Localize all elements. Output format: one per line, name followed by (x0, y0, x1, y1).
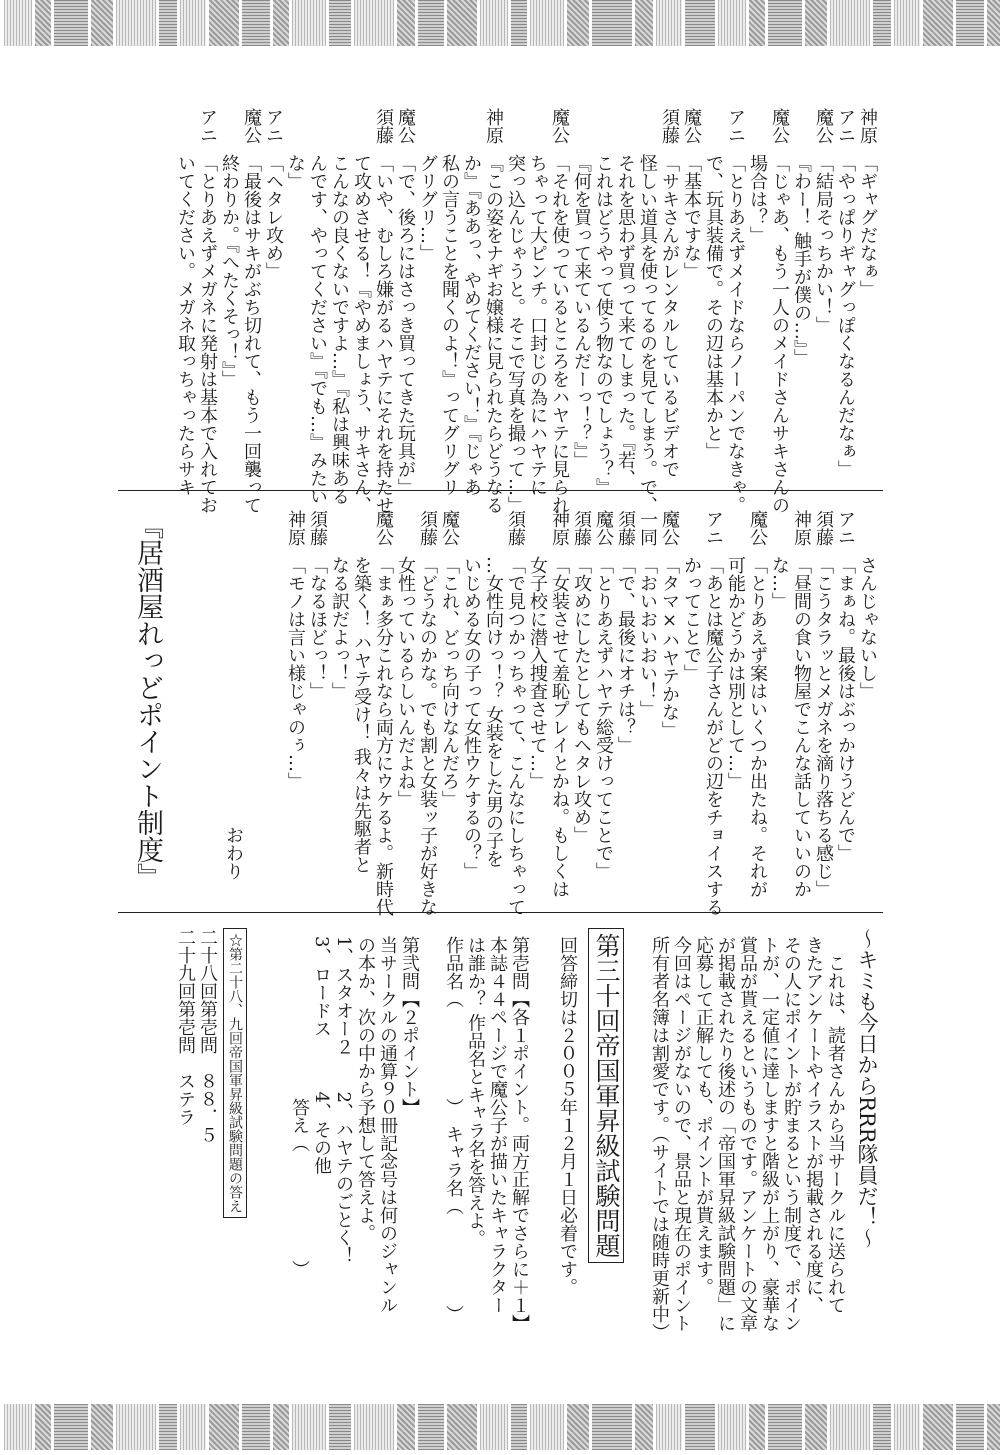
band-tile (447, 1404, 477, 1450)
band-tile (54, 1404, 88, 1450)
band-tile (656, 1404, 682, 1450)
dialogue-line: で、玩具装備で。その辺は基本かと」 (703, 154, 724, 460)
dialogue-line: 「おいおいおい！」 (637, 556, 658, 718)
dialogue-line: 「攻めにしたとしてもヘタレ攻め」 (571, 556, 592, 844)
dialogue-line: 「モノは言い様じゃのぅ…」 (285, 556, 306, 790)
speaker-name: アニ (725, 108, 746, 144)
band-tile (805, 0, 827, 46)
speaker-name: 魔公 (439, 510, 460, 546)
band-tile (4, 0, 32, 46)
speaker-name: 須藤 (373, 108, 394, 144)
speaker-name: 魔公 (549, 108, 570, 144)
band-tile (91, 1404, 113, 1450)
question-1-line: 第壱問【各１ポイント。両方正解でさらに＋１】 (509, 936, 530, 1332)
band-tile (530, 0, 564, 46)
band-tile (329, 1404, 351, 1450)
speaker-name: 神原 (857, 108, 878, 144)
band-tile (480, 0, 508, 46)
previous-answers-title: ☆第二十八、九回帝国軍昇級試験問題の答え (223, 928, 247, 1218)
intro-line: これは、読者さんから当サークルに送られて (825, 936, 846, 1314)
question-2-line: 3、ロードス 4、その他 (311, 936, 332, 1175)
dialogue-line: な…」 (769, 556, 790, 610)
question-2-line: の本か、次の中から予想して答えよ。 (355, 936, 376, 1242)
band-tile (592, 0, 632, 46)
band-tile (873, 1404, 891, 1450)
speaker-name: 神原 (483, 108, 504, 144)
speaker-name: 須藤 (813, 510, 834, 546)
intro-line: 応募して正解しても、ポイントが貰えます。 (693, 936, 714, 1296)
dialogue-line: 『この姿をナギお嬢様に見られたらどうなる (483, 154, 504, 514)
band-tile (354, 1404, 394, 1450)
band-tile (830, 0, 870, 46)
dialogue-line: 「昼間の食い物屋でこんな話していいのか (791, 556, 812, 898)
band-tile (35, 1404, 51, 1450)
speaker-name: 魔公 (593, 510, 614, 546)
speaker-name: 魔公 (241, 108, 262, 144)
intro-line: トが、一定値に達しますと階級が上がり、豪華な (759, 936, 780, 1332)
band-tile (209, 1404, 239, 1450)
dialogue-line: 「いや、むしろ嫌がるハヤテにそれを持たせ (373, 154, 394, 514)
band-tile (397, 0, 415, 46)
band-tile (987, 0, 1000, 46)
article-title: 『居酒屋れっどポイント制度』 (132, 512, 163, 890)
band-tile (805, 1404, 827, 1450)
dialogue-line: 「まぁね。最後はぶっかけうどんで」 (835, 556, 856, 862)
band-tile (923, 1404, 953, 1450)
band-tile (749, 1404, 765, 1450)
speaker-name: アニ (703, 510, 724, 546)
band-tile (209, 0, 239, 46)
band-tile (242, 1404, 270, 1450)
question-2-line: 1、スタオー２ 2、ハヤテのごとく！ (333, 936, 354, 1265)
question-2-line: 当サークルの通算９０冊記念号は何のジャンル (377, 936, 398, 1314)
dialogue-line: 終わりか。『へたくそっ！』」 (219, 154, 240, 388)
dialogue-line: 「とりあえずハヤテ総受けってことで」 (593, 556, 614, 880)
band-tile (242, 0, 270, 46)
exam-title: 第三十回帝国軍昇級試験問題 (588, 928, 624, 1263)
previous-answer-line: 二十九回第壱問 ステラ (175, 928, 196, 1126)
band-tile (4, 1404, 32, 1450)
speaker-name: 魔公 (769, 108, 790, 144)
speaker-name: アニ (835, 108, 856, 144)
dialogue-line: 「ヘタレ攻め」 (263, 154, 284, 280)
dialogue-line: 「それを使っているところをハヤテに見られ (549, 154, 570, 514)
dialogue-line: 「で、最後にオチは？」 (615, 556, 636, 754)
decorative-bottom-band (0, 1404, 1000, 1450)
band-tile (685, 0, 715, 46)
band-tile (397, 1404, 415, 1450)
band-tile (567, 1404, 589, 1450)
band-tile (35, 0, 51, 46)
question-2-line: 答え（ ） (289, 936, 310, 1278)
band-tile (956, 1404, 984, 1450)
speaker-name: 須藤 (571, 510, 592, 546)
dialogue-line: かってことで」 (681, 556, 702, 682)
dialogue-line: 「なるほどっ！」 (307, 556, 328, 700)
speaker-name: 神原 (285, 510, 306, 546)
speaker-name: 須藤 (659, 108, 680, 144)
dialogue-line: ちゃって大ピンチ。口封じの為にハヤテに (527, 154, 548, 496)
dialogue-line: さんじゃないし」 (857, 556, 878, 700)
section-divider-2 (118, 912, 883, 913)
intro-line: その人にポイントが貯まるという制度で、ポイン (781, 936, 802, 1332)
dialogue-line: 「女装させて羞恥プレイとかね。もしくは (549, 556, 570, 898)
band-tile (447, 0, 477, 46)
dialogue-line: いじめる女の子って女性ウケするの？」 (461, 556, 482, 880)
dialogue-line: 「やっぱりギャグっぽくなるんだなぁ」 (835, 154, 856, 478)
band-tile (273, 0, 289, 46)
dialogue-line: それを思わず買って来てしまった。『若、 (615, 154, 636, 487)
band-tile (873, 0, 891, 46)
band-tile (480, 1404, 508, 1450)
band-tile (329, 0, 351, 46)
speaker-name: 須藤 (307, 510, 328, 546)
band-tile (418, 1404, 444, 1450)
band-tile (749, 0, 765, 46)
question-1-line: 本誌４４ページで魔公子が描いたキャラクター (487, 936, 508, 1314)
speaker-name: アニ (263, 108, 284, 144)
dialogue-line: 「どうなのかな。でも割と女装ッ子が好きな (417, 556, 438, 916)
band-tile (768, 1404, 802, 1450)
speaker-name: 須藤 (417, 510, 438, 546)
dialogue-line: な」 (285, 154, 306, 190)
dialogue-line: 「で、後ろにはさっき買ってきた玩具が」 (395, 154, 416, 496)
band-tile (830, 1404, 870, 1450)
dialogue-line: なる訳だよっ！」 (329, 556, 350, 700)
speaker-name: 須藤 (505, 510, 526, 546)
band-tile (511, 0, 527, 46)
band-tile (530, 1404, 564, 1450)
band-tile (54, 0, 88, 46)
dialogue-line: んです、やってください』『でも…』みたい (307, 154, 328, 505)
dialogue-line: 「とりあえずメガネに発射は基本で入れてお (197, 154, 218, 514)
dialogue-line: 「とりあえず案はいくつか出たね。それが (747, 556, 768, 898)
dialogue-line: 可能かどうかは別として…」 (725, 556, 746, 790)
band-tile (656, 0, 682, 46)
band-tile (292, 1404, 326, 1450)
dialogue-line: 「とりあえずメイドならノーパンでなきゃ。 (725, 154, 746, 514)
dialogue-line: 私の言うことを聞くのよ！』ってグリグリ (439, 154, 460, 496)
speaker-name: 魔公 (813, 108, 834, 144)
dialogue-line: こんなの良くないですよ…』『私は興味ある (329, 154, 350, 505)
band-tile (180, 1404, 206, 1450)
intro-line: 今回はページがないので、景品と現在のポイント (671, 936, 692, 1332)
dialogue-line: 『わー！ 触手が僕の…』」 (791, 154, 812, 367)
band-tile (511, 1404, 527, 1450)
band-tile (956, 0, 984, 46)
band-tile (718, 1404, 746, 1450)
dialogue-line: 女性っているらしいんだよね」 (395, 556, 416, 808)
band-tile (987, 1404, 1000, 1450)
dialogue-line: 「最後はサキがぶち切れて、もう一回襲って (241, 154, 262, 514)
intro-line: が掲載されたり後述の「帝国軍昇級試験問題」に (715, 936, 736, 1332)
dialogue-line: 「こうタラッとメガネを滴り落ちる感じ」 (813, 556, 834, 898)
dialogue-line: 「じゃあ、もう一人のメイドさんサキさんの (769, 154, 790, 514)
dialogue-line: 「タマ×ハヤテかな」 (659, 556, 680, 739)
rrr-heading: 〜キミも今日からRRR隊員だ！〜 (855, 928, 879, 1249)
band-tile (894, 0, 920, 46)
speaker-name: 須藤 (615, 510, 636, 546)
dialogue-line: これはどうやって使う物なのでしょう？』 (593, 154, 614, 496)
speaker-name: 神原 (549, 510, 570, 546)
speaker-name: 魔公 (373, 510, 394, 546)
band-tile (159, 1404, 177, 1450)
band-tile (923, 0, 953, 46)
dialogue-line: 突っ込んじゃうと。そこで写真を撮って…」 (505, 154, 526, 514)
question-2-line: 第弐問【２ポイント】 (399, 936, 420, 1116)
band-tile (91, 0, 113, 46)
band-tile (567, 0, 589, 46)
speaker-name: 魔公 (659, 510, 680, 546)
band-tile (292, 0, 326, 46)
band-tile (894, 1404, 920, 1450)
speaker-name: 神原 (791, 510, 812, 546)
band-tile (592, 1404, 632, 1450)
dialogue-line: て攻めさせる！『やめましょう、サキさん、 (351, 154, 372, 514)
band-tile (718, 0, 746, 46)
dialogue-line: を築く！ ハヤテ受け！ 我々は先駆者と (351, 556, 372, 874)
dialogue-line: 「結局そっちかい！」 (813, 154, 834, 334)
speaker-name: 一同 (637, 510, 658, 546)
band-tile (180, 0, 206, 46)
dialogue-line: グリグリ…」 (417, 154, 438, 262)
speaker-name: アニ (197, 108, 218, 144)
band-tile (273, 1404, 289, 1450)
band-tile (635, 0, 653, 46)
band-tile (159, 0, 177, 46)
deadline-text: 回答締切は２００５年１２月１日必着です。 (557, 936, 578, 1296)
decorative-top-band (0, 0, 1000, 46)
band-tile (116, 0, 156, 46)
dialogue-line: か』『ああっ、やめてください！』『じゃあ (461, 154, 482, 496)
band-tile (685, 1404, 715, 1450)
band-tile (768, 0, 802, 46)
band-tile (116, 1404, 156, 1450)
dialogue-line: 「あとは魔公子さんがどの辺をチョイスする (703, 556, 724, 916)
dialogue-line: いてください。メガネ取っちゃったらサキ (175, 154, 196, 496)
end-mark: おわり (223, 826, 244, 880)
dialogue-line: 「基本ですな」 (681, 154, 702, 280)
dialogue-line: 「サキさんがレンタルしているビデオで (659, 154, 680, 478)
question-1-line: は誰か？ 作品名とキャラ名を答えよ。 (465, 936, 486, 1248)
question-1-line: 作品名（ ） キャラ名（ ） (443, 936, 464, 1323)
dialogue-line: 女子校に潜入捜査させて…」 (527, 556, 548, 790)
dialogue-line: 怪しい道具を使ってるのを見てしまう。で、 (637, 154, 658, 514)
band-tile (354, 0, 394, 46)
intro-line: きたアンケートやイラストが掲載される度に、 (803, 936, 824, 1314)
dialogue-line: 「まぁ多分これなら両方にウケるよ。新時代 (373, 556, 394, 916)
speaker-name: アニ (835, 510, 856, 546)
intro-line: 所有者名簿は割愛です。（サイトでは随時更新中） (649, 936, 670, 1341)
speaker-name: 魔公 (395, 108, 416, 144)
dialogue-line: 「これ、どっち向けなんだろ」 (439, 556, 460, 808)
band-tile (418, 0, 444, 46)
dialogue-line: 場合は？」 (747, 154, 768, 244)
band-tile (635, 1404, 653, 1450)
intro-line: 賞品が貰えるというものです。アンケートの文章 (737, 936, 758, 1332)
dialogue-line: 『何を買って来ているんだーっ！？』」 (571, 154, 592, 469)
dialogue-line: 「ギャグだなぁ」 (857, 154, 878, 298)
previous-answer-line: 二十八回第壱問 ８８．５ (197, 928, 218, 1144)
dialogue-line: 「で見つかっちゃって、こんなにしちゃって (505, 556, 526, 916)
speaker-name: 魔公 (747, 510, 768, 546)
speaker-name: 魔公 (681, 108, 702, 144)
dialogue-line: …女性向けっ！？ 女装をした男の子を (483, 556, 504, 868)
